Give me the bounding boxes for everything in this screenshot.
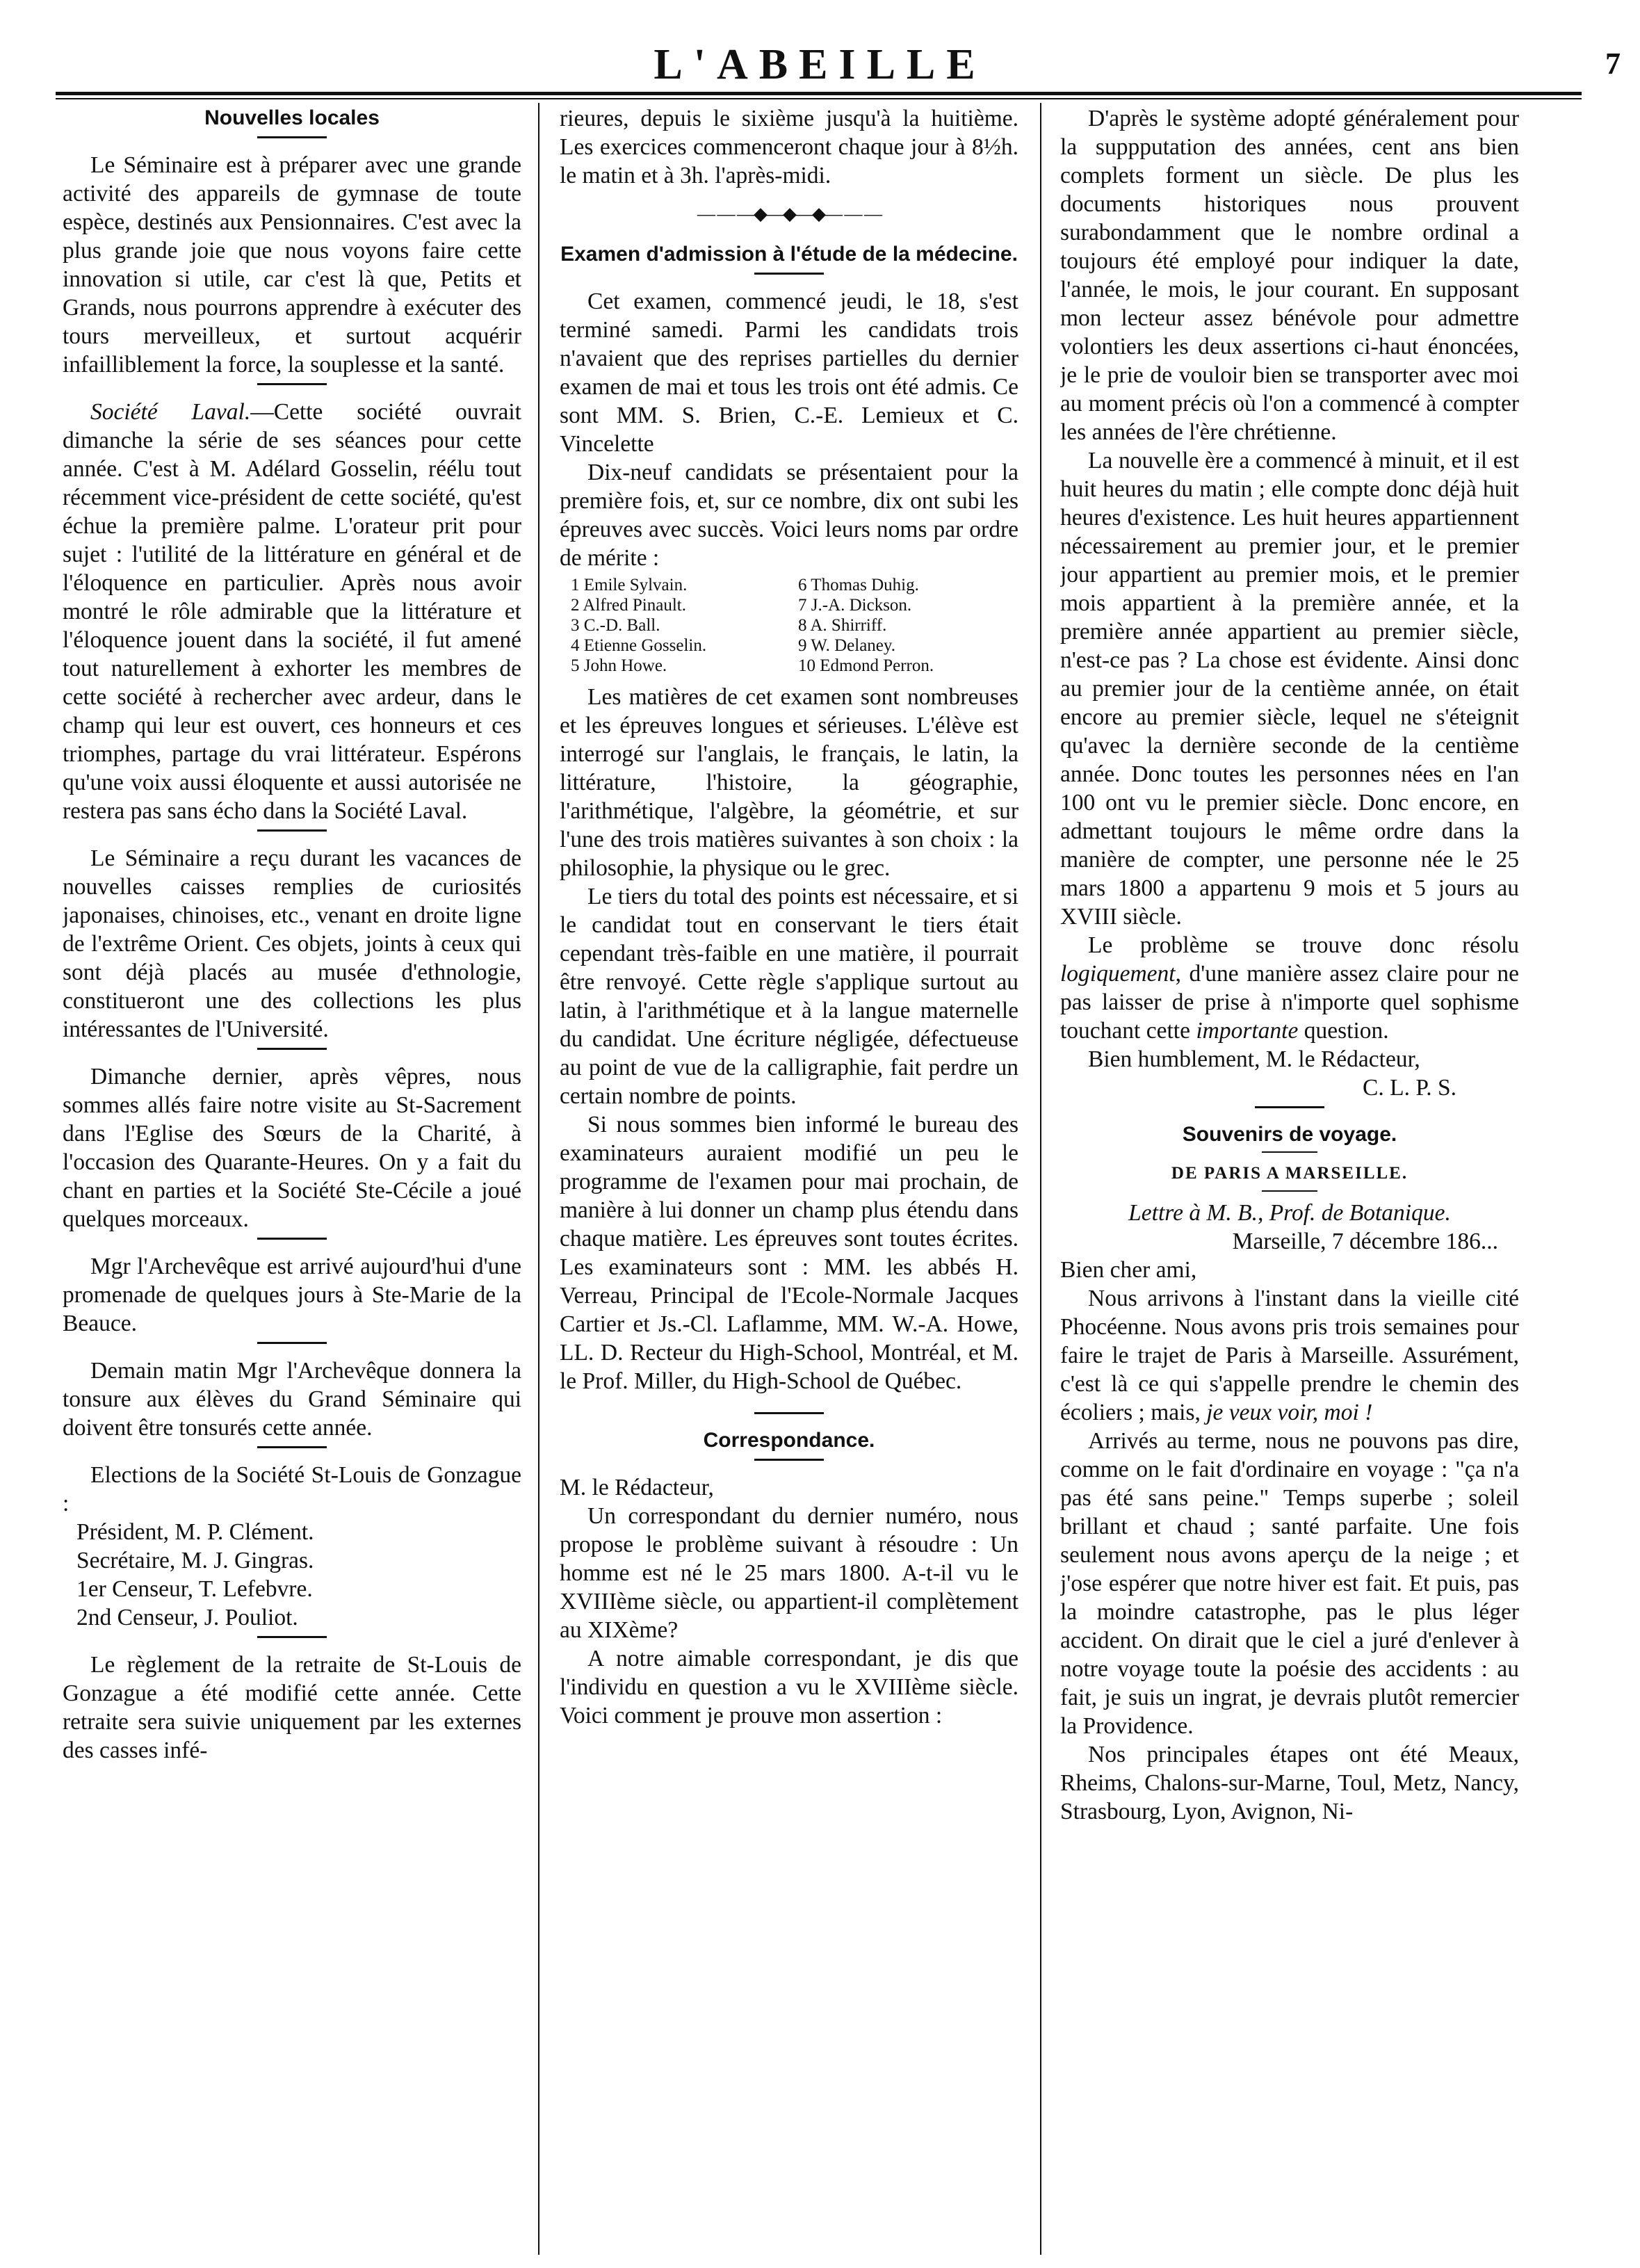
column-3 xyxy=(1060,104,1519,2253)
masthead-rule-thin xyxy=(56,98,1582,99)
article-probleme xyxy=(1060,931,1519,1045)
candidates-list xyxy=(571,575,1018,676)
separator xyxy=(257,1342,327,1344)
separator xyxy=(257,829,327,832)
article-societe-laval xyxy=(63,398,521,825)
text-run: Nous arrivons à l'instant dans la vieille cité Phocéenne. Nous avons pris trois semaines pour faire le trajet de Paris à Marseille. Assurément, c'est là ce qui s'appelle prendre le chemin des écoliers ; mais, xyxy=(1060,1286,1519,1425)
text-run: , d'une manière assez claire pour ne pas laisser de prise à n'importe quel sophisme touchant cette xyxy=(1060,961,1519,1044)
article-elections: Elections de la Société St-Louis de Gonzague : xyxy=(63,1462,521,1516)
article-seminaire-gymnase: Le Séminaire est à préparer avec une grande activité des appareils de gymnase de toute espèce, destinés aux Pensionnaires. C'est avec la plus grande joie que nous voyons faire cette innovation si utile, car c'est là que, Petits et Grands, nous pourrons apprendre à exécuter des tours merveilleux, et surtout acquérir infailliblement la force, la souplesse et la santé. xyxy=(63,152,521,378)
candidate: 5 John Howe. xyxy=(571,656,667,675)
article-etapes: Nos principales étapes ont été Meaux, Rheims, Chalons-sur-Marne, Toul, Metz, Nancy, Strasbourg, Lyon, Avignon, Ni- xyxy=(1060,1742,1519,1824)
column-2 xyxy=(560,104,1018,2253)
article-nouvelle-ere: La nouvelle ère a commencé à minuit, et il est huit heures du matin ; elle compte donc déjà huit heures d'existence. Les huit heures appartiennent nécessairement au premier jour, et le premier jour appartient au premier mois, et le premier mois appartient à la première année, et la première année appartient au premier siècle, n'est-ce pas ? La chose est évidente. Ainsi donc au premier jour de la centième année, on était encore au premier siècle, lequel ne s'éteignit qu'avec la dernière seconde de la centième année. Donc toutes les personnes nées en l'an 100 ont vu le premier siècle. Donc encore, en admettant toujours le même ordre dans la manière de compter, une personne née le 25 mars 1800 a appartenu 9 mois et 5 jours au XVIII siècle. xyxy=(1060,448,1519,930)
separator xyxy=(1255,1106,1324,1108)
article-caisses-japonaises: Le Séminaire a reçu durant les vacances de nouvelles caisses remplies de curiosités japonaises, chinoises, etc., venant en droite ligne de l'extrême Orient. Ces objets, joints à ceux qui sont déjà placés au musée d'ethnologie, constitueront une des collections les plus intéressantes de l'Université. xyxy=(63,845,521,1042)
masthead xyxy=(0,40,1640,96)
article-dimanche-vepres: Dimanche dernier, après vêpres, nous sommes allés faire notre visite au St-Sacrement dans l'Eglise des Sœurs de la Charité, à l'occasion des Quarante-Heures. On y a fait du chant en parties et la Société Ste-Cécile a joué quelques morceaux. xyxy=(63,1064,521,1232)
text-run: question. xyxy=(1298,1018,1389,1044)
separator xyxy=(1262,1151,1317,1153)
text-run-italic: logiquement xyxy=(1060,961,1176,987)
masthead-rule xyxy=(56,92,1582,95)
officer-line: 1er Censeur, T. Lefebvre. xyxy=(76,1576,313,1602)
page-number: 7 xyxy=(1605,47,1621,81)
separator xyxy=(257,1238,327,1240)
officer-line: Secrétaire, M. J. Gingras. xyxy=(76,1548,314,1573)
article-examen: Cet examen, commencé jeudi, le 18, s'est terminé samedi. Parmi les candidats trois n'avaient que des reprises partielles du dernier examen de mai et tous les trois ont été admis. Ce sont MM. S. Brien, C.-E. Lemieux et C. Vincelette xyxy=(560,289,1018,457)
separator xyxy=(1262,1190,1317,1192)
salutation: M. le Rédacteur, xyxy=(560,1475,714,1500)
section-heading-nouvelles-locales: Nouvelles locales xyxy=(204,106,380,129)
candidate: 8 A. Shirriff. xyxy=(798,616,887,635)
separator xyxy=(257,1636,327,1638)
letter-recipient: Lettre à M. B., Prof. de Botanique. xyxy=(1128,1200,1451,1226)
letter-greeting: Bien cher ami, xyxy=(1060,1257,1197,1283)
article-correspondant: Un correspondant du dernier numéro, nous propose le problème suivant à résoudre : Un homme est né le 25 mars 1800. A-t-il vu le XVIIIème siècle, ou appartient-il complètement au XIXème? xyxy=(560,1503,1018,1643)
signature: C. L. P. S. xyxy=(1363,1075,1456,1101)
article-retraite: Le règlement de la retraite de St-Louis de Gonzague a été modifié cette année. Cette retraite sera suivie uniquement par les externes des casses infé- xyxy=(63,1652,521,1763)
separator xyxy=(257,136,327,138)
spacer xyxy=(560,1395,1018,1408)
section-heading-souvenirs: Souvenirs de voyage. xyxy=(1182,1123,1397,1146)
article-arrivons xyxy=(1060,1284,1519,1427)
letter-dateline: Marseille, 7 décembre 186... xyxy=(1232,1229,1498,1254)
separator xyxy=(257,383,327,385)
column-divider xyxy=(1040,103,1041,2255)
text-run: Le problème se trouve donc résolu xyxy=(1088,932,1519,958)
ornament-divider: — — —◆—◆—◆— — — xyxy=(697,204,881,224)
article-text: —Cette société ouvrait dimanche la série de ses séances pour cette année. C'est à M. Adélard Gosselin, réélu tout récemment vice-président de cette société, qu'est échue la première palme. L'orateur prit pour sujet : l'utilité de la littérature en général et de l'éloquence en particulier. Après nous avoir montré le rôle admirable que la littérature et l'éloquence jouent dans la société, il fut amené tout naturellement à exhorter les membres de cette société à rechercher avec ardeur, dans le champ qui leur est ouvert, ces honneurs et ces triomphes, partage du vrai littérateur. Espérons qu'une voix aussi éloquente et aussi autorisée ne restera pas sans écho dans la Société Laval. xyxy=(63,399,521,824)
candidate: 1 Emile Sylvain. xyxy=(571,576,688,594)
candidate: 2 Alfred Pinault. xyxy=(571,596,686,615)
candidate: 4 Etienne Gosselin. xyxy=(571,636,707,655)
separator xyxy=(754,273,824,275)
separator xyxy=(257,1446,327,1448)
text-run-italic: je veux voir, moi ! xyxy=(1206,1400,1373,1425)
officer-line: 2nd Censeur, J. Pouliot. xyxy=(76,1605,298,1630)
candidate: 10 Edmond Perron. xyxy=(798,656,934,675)
newspaper-title: L'ABEILLE xyxy=(653,41,987,88)
separator xyxy=(257,1048,327,1050)
article-lead: Société Laval. xyxy=(90,399,251,425)
column-divider xyxy=(538,103,539,2255)
article-tiers: Le tiers du total des points est nécessaire, et si le candidat tout en conservant le tiers était cependant très-faible en une matière, il pourrait être renvoyé. Cette règle s'applique surtout au latin, à l'arithmétique et à la langue maternelle du candidat. Une écriture négligée, défectueuse au point de vue de la calligraphie, fait perdre un certain nombre de points. xyxy=(560,884,1018,1109)
article-archeveque: Mgr l'Archevêque est arrivé aujourd'hui d'une promenade de quelques jours à Ste-Marie de la Beauce. xyxy=(63,1254,521,1336)
letter-closing: Bien humblement, M. le Rédacteur, xyxy=(1088,1046,1420,1072)
text-run-italic: importante xyxy=(1196,1018,1299,1044)
article-tonsure: Demain matin Mgr l'Archevêque donnera la tonsure aux élèves du Grand Séminaire qui doivent être tonsurés cette année. xyxy=(63,1358,521,1441)
article-matieres: Les matières de cet examen sont nombreuses et les épreuves longues et sérieuses. L'élève est interrogé sur l'anglais, le français, le latin, la littérature, l'histoire, la géographie, l'arithmétique, l'algèbre, la géométrie, et sur l'une des trois matières suivantes à son choix : la philosophie, la physique ou le grec. xyxy=(560,684,1018,881)
officers-list xyxy=(63,1518,521,1632)
article-systeme: D'après le système adopté généralement pour la suppputation des années, cent ans bien complets forment un siècle. De plus les documents historiques nous prouvent surabondamment que le nombre ordinal a toujours été employé pour indiquer la date, l'année, le mois, le jour courant. En supposant mon lecteur assez bénévole pour admettre volontiers les deux assertions ci-haut énoncées, je le prie de vouloir bien se transporter avec moi au moment précis où l'on a commencé à compter les années de l'ère chrétienne. xyxy=(1060,106,1519,445)
candidate: 7 J.-A. Dickson. xyxy=(798,596,912,615)
article-dixneuf: Dix-neuf candidats se présentaient pour la première fois, et, sur ce nombre, dix ont subi les épreuves avec succès. Voici leurs noms par ordre de mérite : xyxy=(560,460,1018,571)
separator xyxy=(754,1412,824,1414)
column-1 xyxy=(63,104,521,2253)
section-heading-examen: Examen d'admission à l'étude de la médecine. xyxy=(560,243,1018,266)
officer-line: Président, M. P. Clément. xyxy=(76,1519,314,1545)
candidate: 9 W. Delaney. xyxy=(798,636,896,655)
article-bureau: Si nous sommes bien informé le bureau des examinateurs auraient modifié un peu le programme de l'examen pour mai prochain, de manière à lui donner un champ plus étendu dans chaque matière. Les épreuves sont toutes écrites. Les examinateurs sont : MM. les abbés H. Verreau, Principal de l'Ecole-Normale Jacques Cartier et Js.-Cl. Laflamme, MM. W.-A. Howe, LL. D. Recteur du High-School, Montréal, et M. le Prof. Miller, du High-School de Québec. xyxy=(560,1112,1018,1394)
candidate: 3 C.-D. Ball. xyxy=(571,616,660,635)
subheading-paris-marseille: DE PARIS A MARSEILLE. xyxy=(1171,1164,1408,1183)
section-heading-correspondance: Correspondance. xyxy=(703,1429,875,1452)
article-arrives: Arrivés au terme, nous ne pouvons pas dire, comme on le fait d'ordinaire en voyage : "ça n'a pas été sans peine." Temps superbe ; soleil brillant et chaud ; santé parfaite. Une fois seulement nous avons aperçu de la neige ; et j'ose espérer que notre hiver est fait. Et puis, pas la moindre catastrophe, pas le plus léger accident. On dirait que le ciel a juré d'enlever à notre voyage toute la poésie des accidents : au fait, je suis un ingrat, je devrais plutôt remercier la Providence. xyxy=(1060,1428,1519,1739)
separator xyxy=(754,1459,824,1461)
article-reponse: A notre aimable correspondant, je dis que l'individu en question a vu le XVIIIème siècle. Voici comment je prouve mon assertion : xyxy=(560,1646,1018,1728)
candidate: 6 Thomas Duhig. xyxy=(798,576,919,594)
article-retraite-continued: rieures, depuis le sixième jusqu'à la huitième. Les exercices commenceront chaque jour à 8½h. le matin et à 3h. l'après-midi. xyxy=(560,106,1018,188)
